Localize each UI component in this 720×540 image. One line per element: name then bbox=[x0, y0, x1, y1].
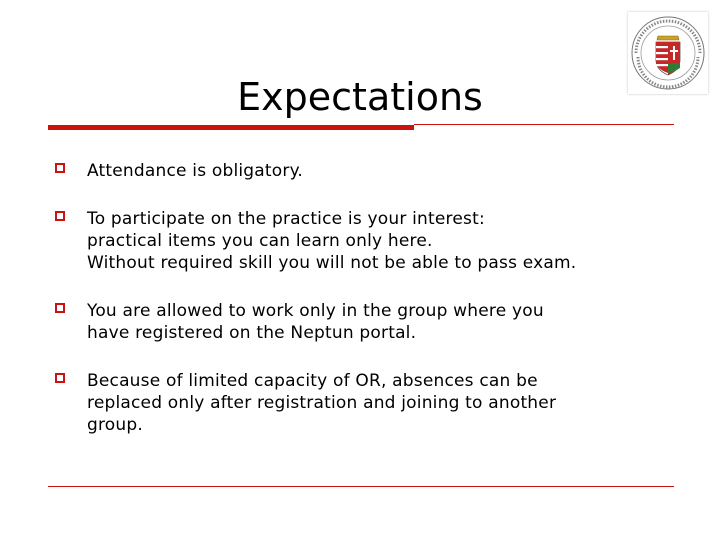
bullet-text bbox=[87, 160, 687, 182]
bullet-line: You are allowed to work only in the group where you bbox=[87, 301, 544, 321]
bullet-line: Because of limited capacity of OR, absences can be bbox=[87, 371, 538, 391]
slide-title: Expectations bbox=[237, 75, 483, 119]
footer-rule bbox=[48, 486, 674, 487]
square-bullet-icon bbox=[55, 163, 65, 173]
bullet-line: practical items you can learn only here. bbox=[87, 231, 433, 251]
bullet-line: have registered on the Neptun portal. bbox=[87, 323, 417, 343]
bullet-text bbox=[87, 370, 687, 436]
bullet-line: replaced only after registration and joining to another bbox=[87, 393, 557, 413]
title-underline-thin bbox=[414, 124, 674, 125]
bullet-line: To participate on the practice is your interest: bbox=[87, 209, 485, 229]
title-underline-accent bbox=[48, 125, 414, 130]
square-bullet-icon bbox=[55, 211, 65, 221]
square-bullet-icon bbox=[55, 373, 65, 383]
square-bullet-icon bbox=[55, 303, 65, 313]
bullet-line: Without required skill you will not be able to pass exam. bbox=[87, 253, 577, 273]
bullet-line: group. bbox=[87, 415, 143, 435]
bullet-line: Attendance is obligatory. bbox=[87, 161, 304, 181]
bullet-text bbox=[87, 300, 687, 344]
bullet-text bbox=[87, 208, 687, 274]
